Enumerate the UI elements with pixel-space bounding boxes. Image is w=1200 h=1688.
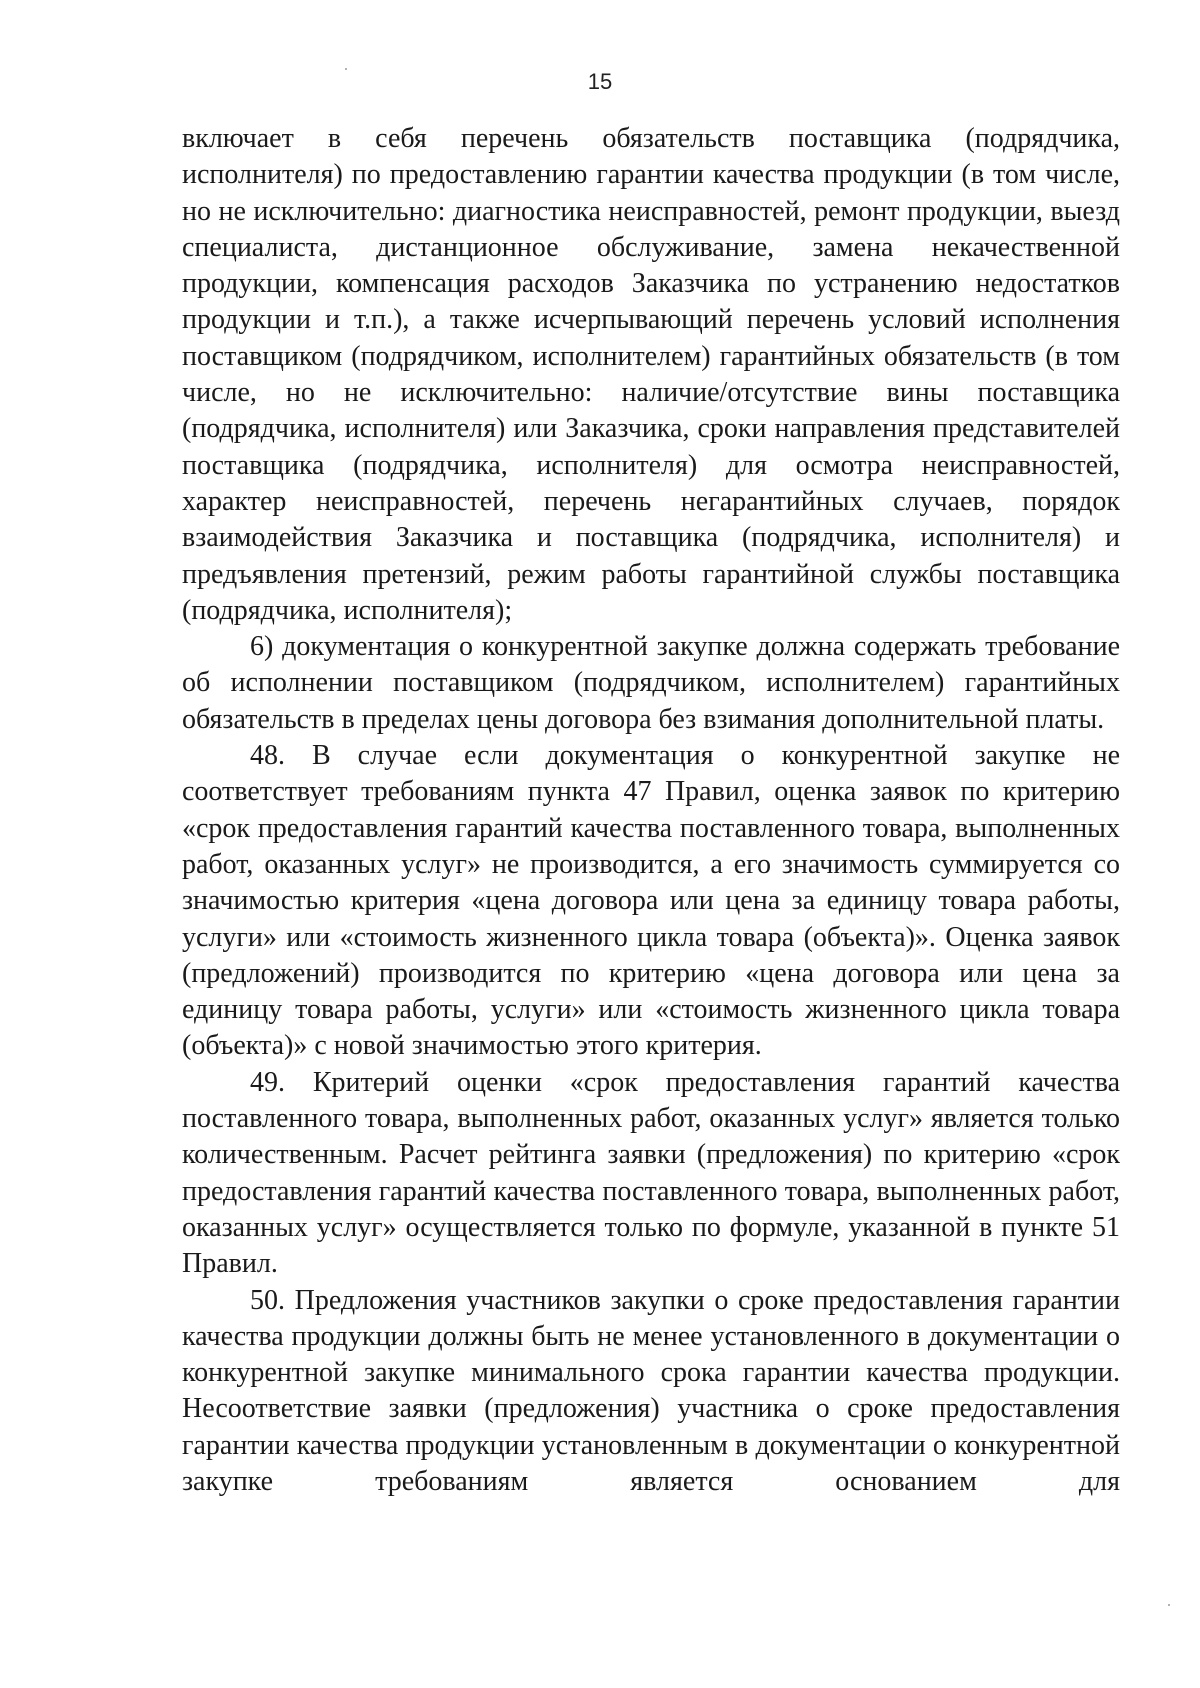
paragraph-item-6: 6) документация о конкурентной закупке должна содержать требование об исполнении поставщиком (подрядчиком, исполнителем) гарантийных обязательств в пределах цены договора без взимания дополнительной платы. (182, 631, 1120, 735)
paragraph-continuation: включает в себя перечень обязательств поставщика (подрядчика, исполнителя) по предоставлению гарантии качества продукции (в том числе, но не исключительно: диагностика неисправностей, ремонт продукции, выезд специалиста, дистанционное обслуживание, замена некачественной продукции, компенсация расходов Заказчика по устранению недостатков продукции и т.п.), а также исчерпывающий перечень условий исполнения поставщиком (подрядчиком, исполнителем) гарантийных обязательств (в том числе, но не исключительно: наличие/отсутствие вины поставщика (подрядчика, исполнителя) или Заказчика, сроки направления представителей поставщика (подрядчика, исполнителя) для осмотра неисправностей, характер неисправностей, перечень негарантийных случаев, порядок взаимодействия Заказчика и поставщика (подрядчика, исполнителя) и предъявления претензий, режим работы гарантийной службы поставщика (подрядчика, исполнителя); (182, 123, 1120, 626)
paragraph-clause-48: 48. В случае если документация о конкурентной закупке не соответствует требованиям пункта 47 Правил, оценка заявок по критерию «срок предоставления гарантий качества поставленного товара, выполненных работ, оказанных услуг» не производится, а его значимость суммируется со значимостью критерия «цена договора или цена за единицу товара работы, услуги» или «стоимость жизненного цикла товара (объекта)». Оценка заявок (предложений) производится по критерию «цена договора или цена за единицу товара работы, услуги» или «стоимость жизненного цикла товара (объекта)» с новой значимостью этого критерия. (182, 740, 1120, 1062)
document-body (182, 121, 1120, 1500)
scan-speck (345, 68, 347, 70)
page-number: 15 (587, 69, 613, 94)
scan-speck (1168, 1604, 1170, 1606)
paragraph-clause-50: 50. Предложения участников закупки о сроке предоставления гарантии качества продукции должны быть не менее установленного в документации о конкурентной закупке минимального срока гарантии качества продукции. Несоответствие заявки (предложения) участника о сроке предоставления гарантии качества продукции установленным в документации о конкурентной закупке требованиям является основанием для (182, 1284, 1120, 1497)
paragraph-clause-49: 49. Критерий оценки «срок предоставления гарантий качества поставленного товара, выполненных работ, оказанных услуг» является только количественным. Расчет рейтинга заявки (предложения) по критерию «срок предоставления гарантий качества поставленного товара, выполненных работ, оказанных услуг» осуществляется только по формуле, указанной в пункте 51 Правил. (182, 1066, 1120, 1280)
